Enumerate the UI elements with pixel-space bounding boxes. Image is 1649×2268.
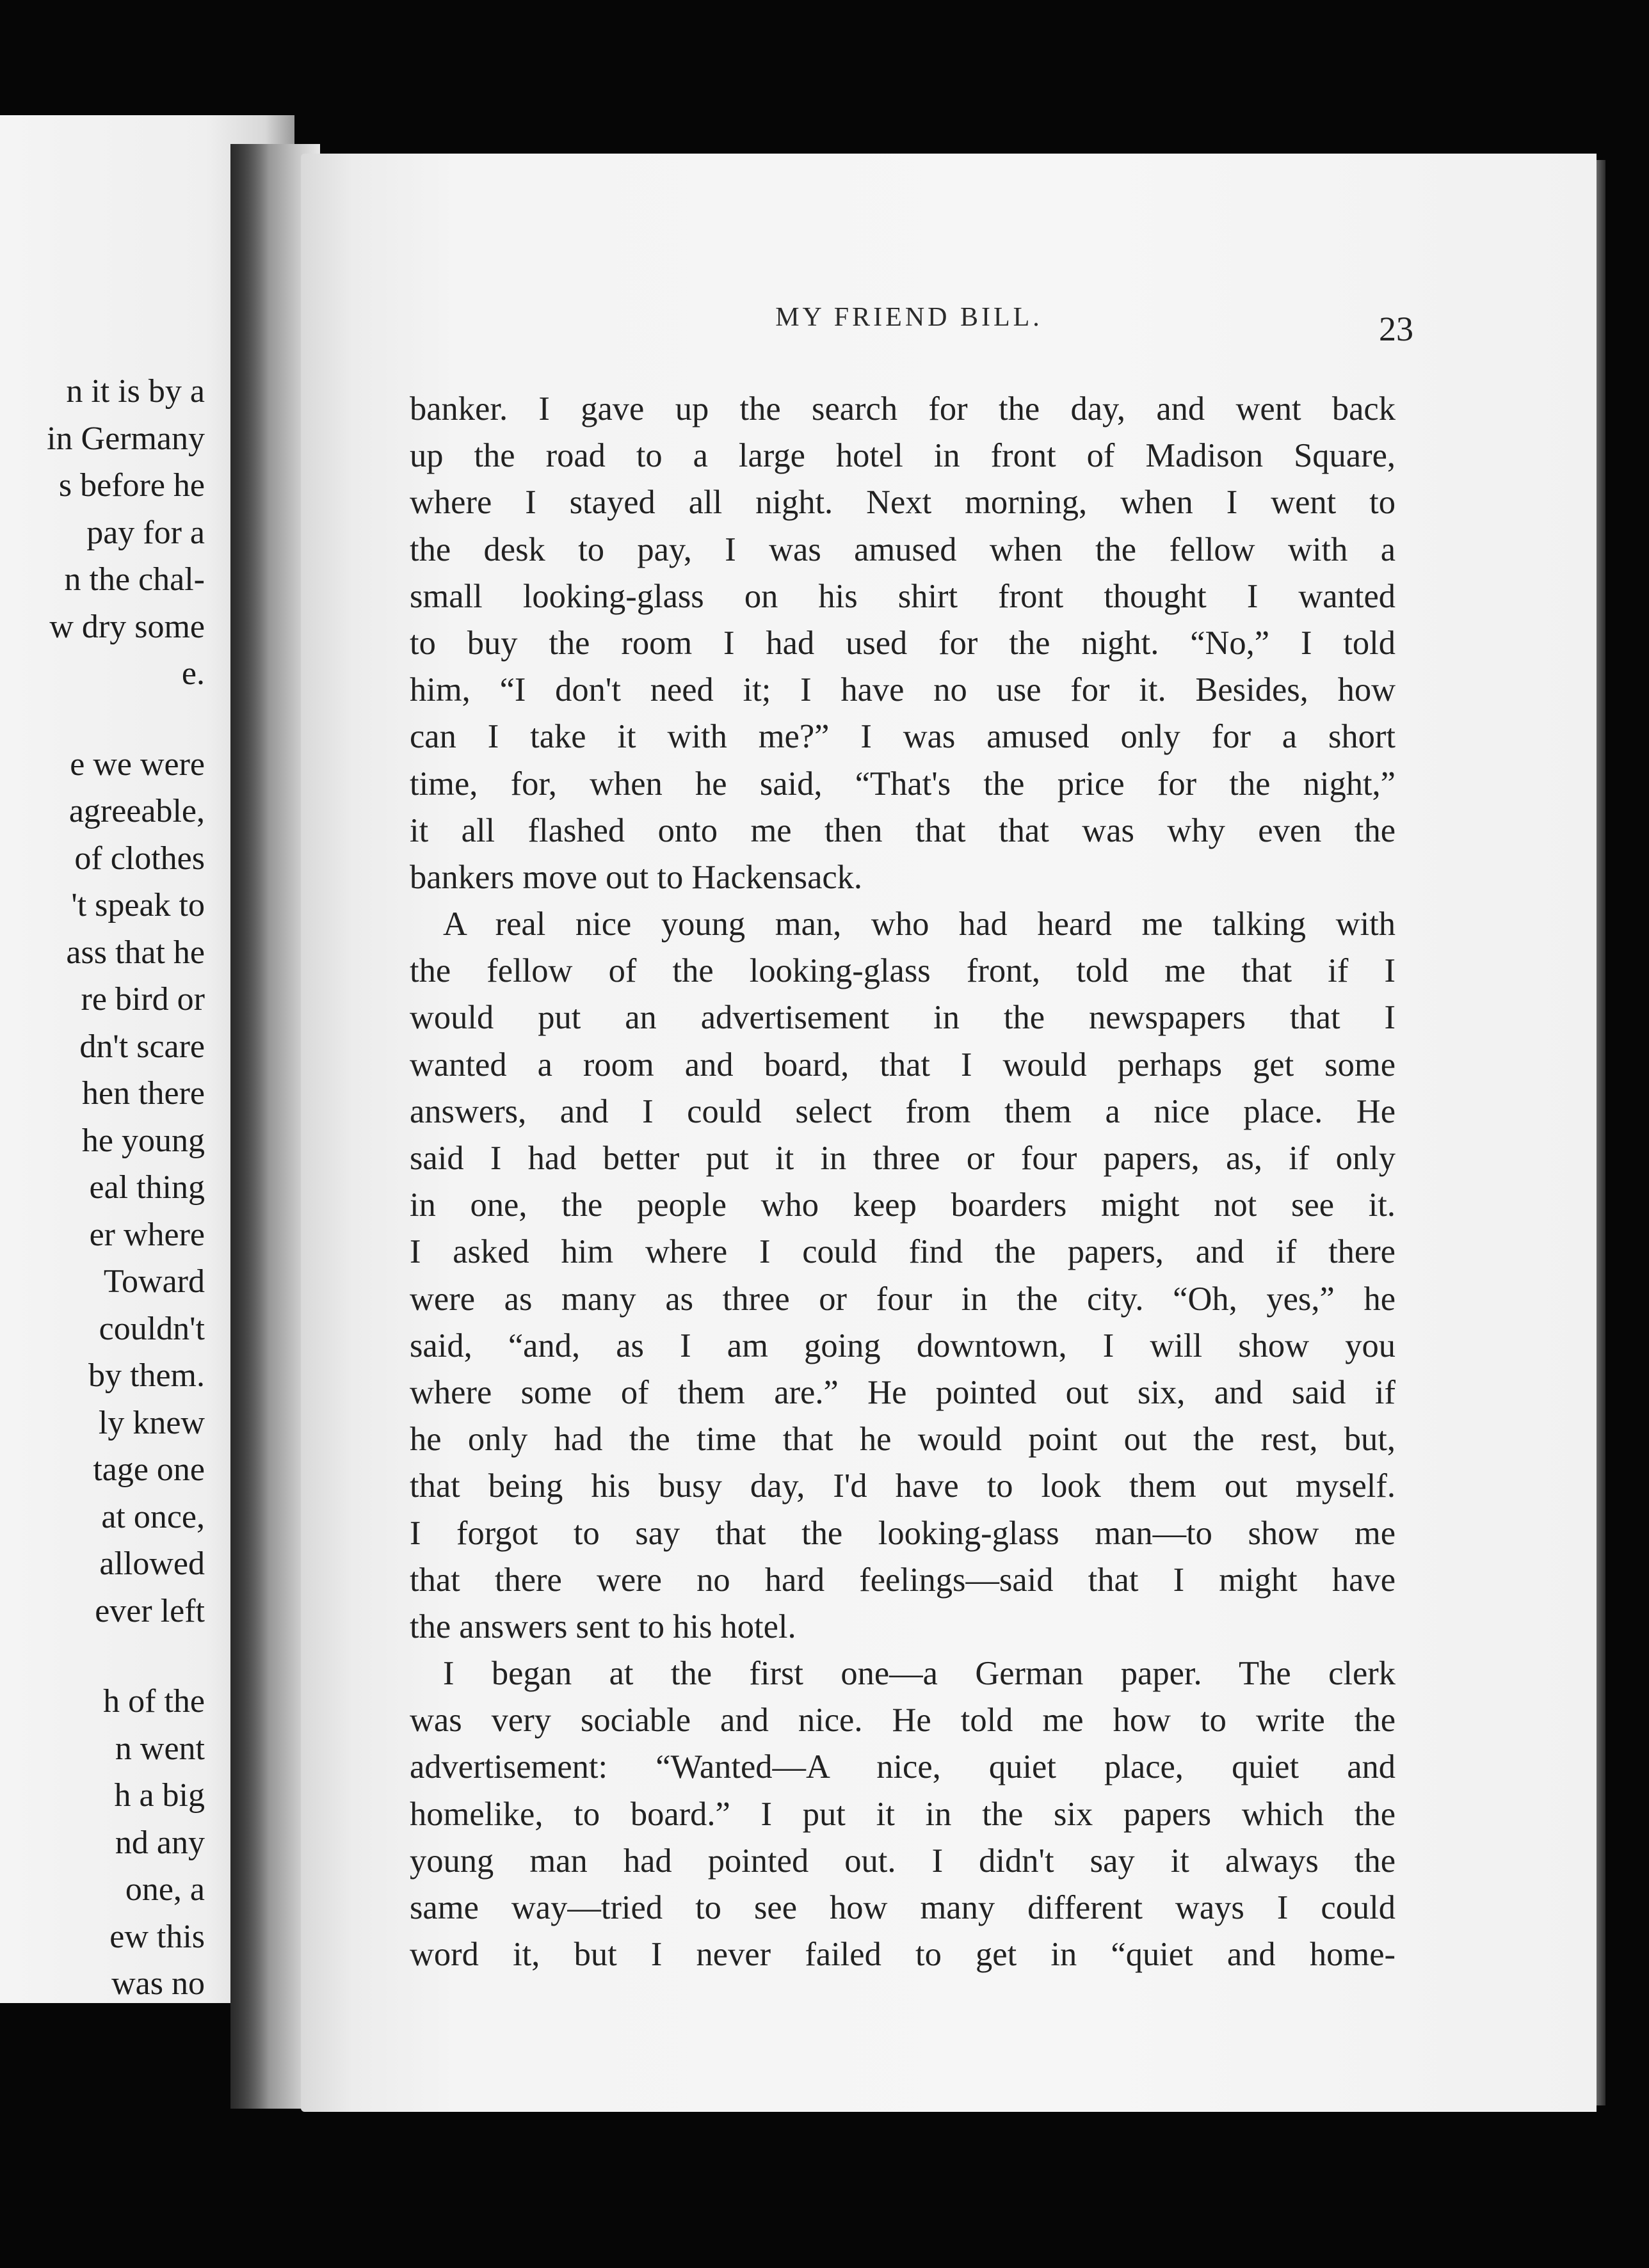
left-page-line: one, a — [125, 1871, 205, 1908]
left-page-line: h a big — [114, 1777, 205, 1814]
text-line: small looking-glass on his shirt front thought I wanted — [410, 577, 1396, 615]
text-line: said I had better put it in three or four papers, as, if only — [410, 1140, 1396, 1177]
text-line: the desk to pay, I was amused when the fellow with a — [410, 531, 1396, 568]
body-text — [410, 386, 1396, 1978]
text-line: was very sociable and nice. He told me how to write the — [410, 1702, 1396, 1739]
left-page-line: in Germany — [47, 420, 205, 457]
left-page-line: at once, — [101, 1498, 205, 1535]
text-line: wanted a room and board, that I would perhaps get some — [410, 1046, 1396, 1083]
left-page-line: h of the — [103, 1683, 205, 1720]
left-page-line: tage one — [93, 1451, 205, 1488]
left-page-line: pay for a — [86, 514, 205, 551]
left-page-line: e. — [181, 655, 205, 692]
left-page-line: ass that he — [66, 934, 205, 971]
text-line: he only had the time that he would point out the rest, but, — [410, 1421, 1396, 1458]
text-line: can I take it with me?” I was amused only for a short — [410, 718, 1396, 756]
text-line: up the road to a large hotel in front of Madison Square, — [410, 437, 1396, 475]
text-line: young man had pointed out. I didn't say it always the — [410, 1842, 1396, 1880]
left-page-line: of clothes — [74, 840, 205, 877]
left-page-line: ever left — [95, 1592, 205, 1629]
left-page-line: er where — [89, 1216, 205, 1253]
text-line: word it, but I never failed to get in “quiet and home- — [410, 1936, 1396, 1974]
left-page-line: 't speak to — [71, 887, 205, 923]
text-line: A real nice young man, who had heard me talking with — [443, 906, 1396, 943]
left-page-line: hen there — [81, 1075, 205, 1112]
text-line: to buy the room I had used for the night. “No,” I told — [410, 624, 1396, 662]
left-page-line: allowed — [99, 1545, 205, 1582]
left-page-line: re bird or — [81, 981, 205, 1018]
left-page-line: by them. — [88, 1357, 205, 1394]
text-line: that there were no hard feelings—said that I might have — [410, 1561, 1396, 1599]
left-page-line: n it is by a — [66, 373, 205, 410]
text-line: said, “and, as I am going downtown, I will show you — [410, 1327, 1396, 1364]
left-page-line: e we were — [70, 746, 205, 783]
text-line: banker. I gave up the search for the day, and went back — [410, 390, 1396, 427]
left-page-line — [0, 698, 205, 741]
text-line: time, for, when he said, “That's the price for the night,” — [410, 765, 1396, 803]
left-page-line: ly knew — [98, 1404, 205, 1441]
left-page-line: n the chal- — [64, 561, 205, 598]
left-page-line: s before he — [58, 467, 205, 504]
gutter-shadow — [230, 144, 269, 2109]
text-line: bankers move out to Hackensack. — [410, 858, 863, 896]
text-line: I asked him where I could find the papers, and if there — [410, 1233, 1396, 1271]
text-line: him, “I don't need it; I have no use for it. Besides, how — [410, 671, 1396, 709]
text-line: would put an advertisement in the newspapers that I — [410, 999, 1396, 1037]
text-line: the fellow of the looking-glass front, told me that if I — [410, 952, 1396, 990]
left-page-line: couldn't — [99, 1310, 205, 1347]
text-line: same way—tried to see how many different ways I could — [410, 1889, 1396, 1926]
left-page-line: n went — [115, 1730, 205, 1767]
left-page-line: eal thing — [89, 1169, 205, 1206]
text-line: it all flashed onto me then that that was why even the — [410, 811, 1396, 849]
left-page-line: was no — [111, 1965, 205, 2002]
text-line: that being his busy day, I'd have to look them out myself. — [410, 1467, 1396, 1505]
text-line: the answers sent to his hotel. — [410, 1608, 796, 1645]
left-page-line: Toward — [103, 1263, 205, 1300]
left-page-line: nd any — [115, 1824, 205, 1861]
text-line: answers, and I could select from them a nice place. He — [410, 1092, 1396, 1130]
text-line: were as many as three or four in the city. “Oh, yes,” he — [410, 1280, 1396, 1318]
text-line: advertisement: “Wanted—A nice, quiet place, quiet and — [410, 1748, 1396, 1786]
page-number: 23 — [1379, 310, 1413, 348]
left-page-text — [0, 368, 205, 2003]
left-page-line: w dry some — [49, 608, 205, 645]
text-line: I began at the first one—a German paper. The clerk — [443, 1655, 1396, 1693]
running-head: MY FRIEND BILL. — [775, 303, 1043, 332]
left-page-line: ew this — [109, 1918, 205, 1955]
left-page-line: agreeable, — [68, 793, 205, 829]
text-line: where some of them are.” He pointed out six, and said if — [410, 1373, 1396, 1411]
text-line: homelike, to board.” I put it in the six papers which the — [410, 1795, 1396, 1833]
text-line: where I stayed all night. Next morning, when I went to — [410, 484, 1396, 522]
text-line: in one, the people who keep boarders might not see it. — [410, 1186, 1396, 1224]
text-line: I forgot to say that the looking-glass man—to show me — [410, 1514, 1396, 1552]
left-page-line: he young — [81, 1122, 205, 1159]
left-page-line: dn't scare — [79, 1028, 205, 1065]
left-page-line — [0, 1634, 205, 1678]
